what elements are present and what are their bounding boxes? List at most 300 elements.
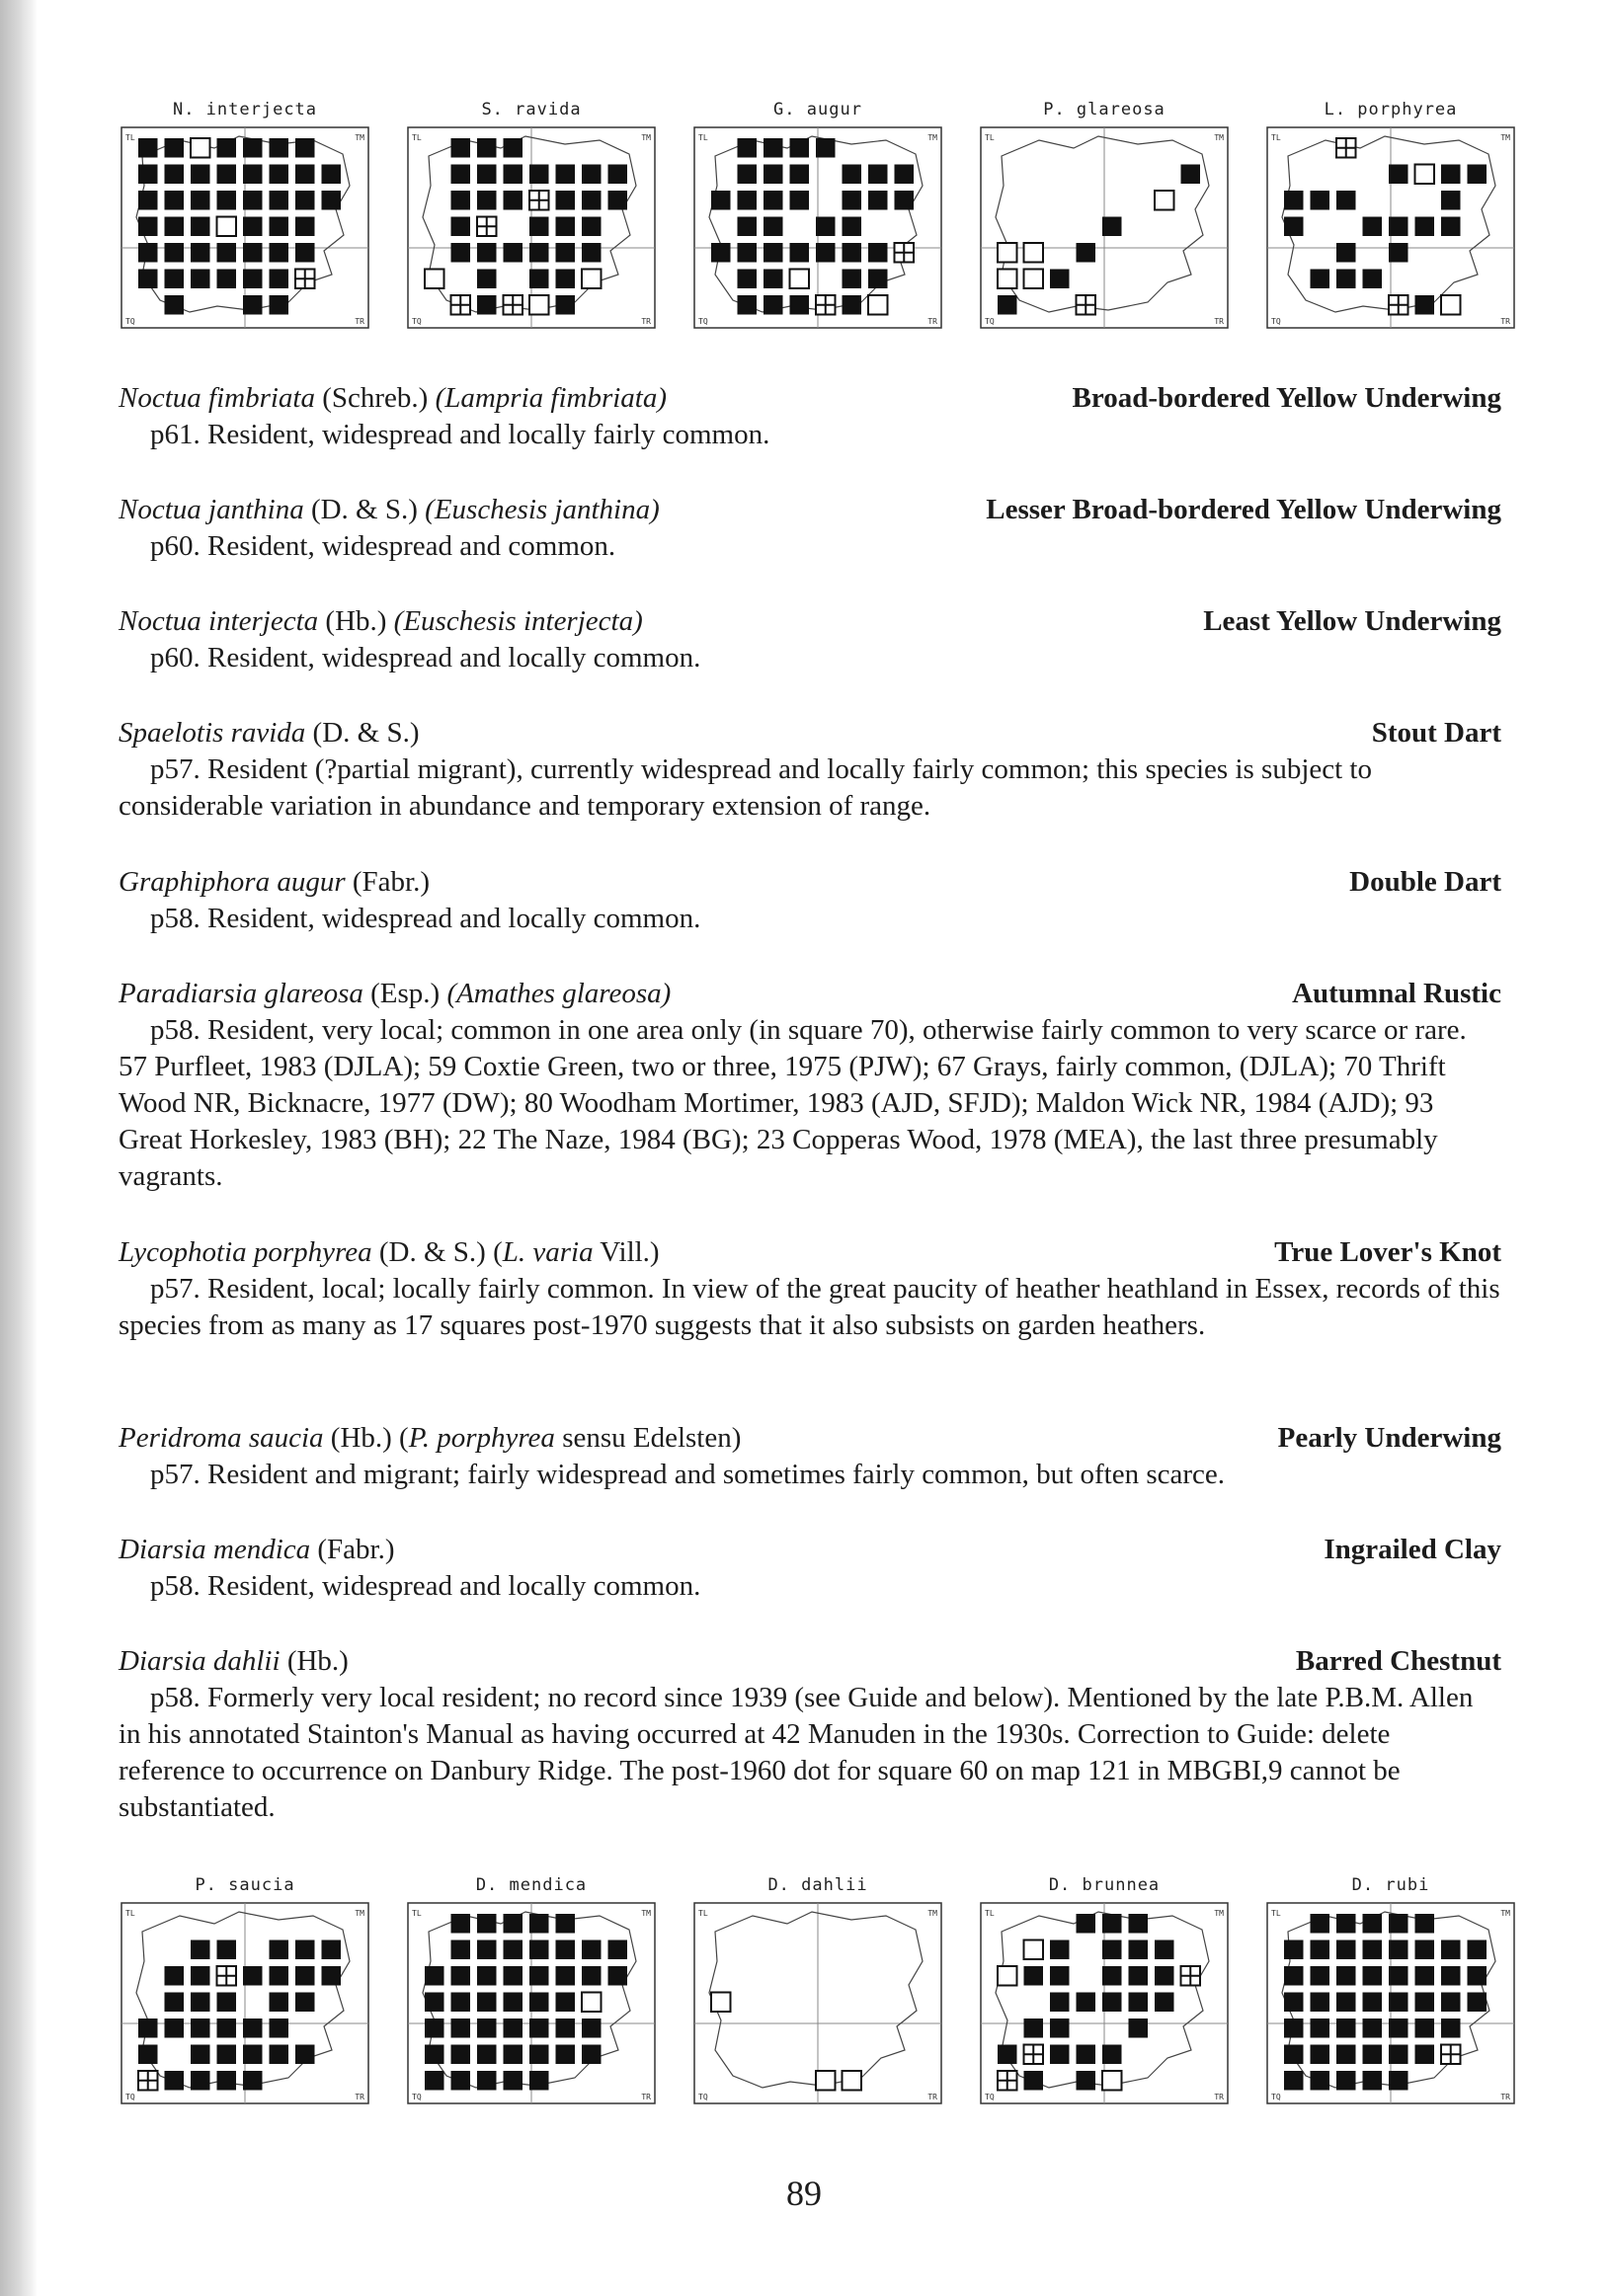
record-square-filled: [1441, 165, 1461, 185]
record-square-filled: [504, 138, 523, 158]
record-square-filled: [868, 270, 888, 289]
record-square-filled: [790, 138, 810, 158]
record-square-filled: [270, 295, 289, 315]
record-square-filled: [1363, 217, 1383, 237]
record-square-crossed: [1336, 138, 1356, 158]
grid-corner-label: TQ: [412, 2093, 422, 2101]
record-square-filled: [191, 191, 210, 210]
record-square-filled: [1102, 1940, 1122, 1960]
record-square-filled: [451, 217, 471, 237]
record-square-filled: [295, 217, 315, 237]
record-square-filled: [608, 191, 628, 210]
record-square-filled: [477, 1940, 497, 1960]
record-square-filled: [1311, 1993, 1330, 2013]
record-square-filled: [191, 243, 210, 263]
record-square-filled: [243, 138, 263, 158]
record-square-filled: [608, 165, 628, 185]
record-square-filled: [529, 2071, 549, 2091]
record-square-filled: [1311, 1940, 1330, 1960]
record-square-filled: [451, 138, 471, 158]
species-notes: p57. Resident, local; locally fairly common. In view of the great paucity of heather heathland in Essex, records of this species from as many as 17 squares post-1970 suggests that it also subsists on garden heathers.: [119, 1273, 1500, 1341]
record-square-filled: [1181, 165, 1201, 185]
record-square-filled: [1389, 1914, 1408, 1934]
record-square-filled: [217, 2045, 237, 2065]
record-square-filled: [191, 1940, 210, 1960]
record-square-filled: [582, 191, 602, 210]
record-square-filled: [477, 165, 497, 185]
record-square-filled: [556, 191, 576, 210]
record-square-open: [1155, 191, 1174, 210]
record-square-filled: [582, 1966, 602, 1986]
record-square-crossed: [504, 295, 523, 315]
record-square-filled: [1129, 1993, 1149, 2013]
grid-corner-label: TM: [927, 133, 937, 142]
record-square-filled: [790, 243, 810, 263]
record-square-filled: [1336, 2045, 1356, 2065]
record-square-filled: [451, 1940, 471, 1960]
record-square-filled: [1311, 1966, 1330, 1986]
record-square-filled: [243, 2045, 263, 2065]
record-square-crossed: [477, 217, 497, 237]
record-square-filled: [1441, 1940, 1461, 1960]
grid-corner-label: TL: [1271, 1909, 1281, 1918]
grid-corner-label: TL: [985, 1909, 995, 1918]
record-square-filled: [738, 191, 758, 210]
record-square-filled: [504, 165, 523, 185]
record-square-filled: [1336, 1966, 1356, 1986]
record-square-filled: [504, 1914, 523, 1934]
species-entry: [119, 492, 1501, 565]
record-square-filled: [1363, 1914, 1383, 1934]
grid-corner-label: TQ: [698, 317, 708, 326]
record-square-filled: [270, 217, 289, 237]
record-square-filled: [895, 191, 915, 210]
record-square-filled: [1311, 270, 1330, 289]
record-square-filled: [243, 191, 263, 210]
record-square-open: [1024, 270, 1044, 289]
record-square-filled: [556, 2045, 576, 2065]
record-square-filled: [138, 2019, 158, 2038]
record-square-filled: [764, 217, 783, 237]
record-square-filled: [1102, 2045, 1122, 2065]
record-square-filled: [529, 243, 549, 263]
record-square-filled: [1389, 2019, 1408, 2038]
record-square-filled: [556, 1914, 576, 1934]
distribution-map: [1266, 1874, 1515, 2104]
record-square-filled: [1024, 2071, 1044, 2091]
species-name: Graphiphora augur (Fabr.): [119, 866, 430, 898]
record-square-filled: [1389, 1940, 1408, 1960]
record-square-filled: [582, 217, 602, 237]
record-square-open: [1024, 1940, 1044, 1960]
species-name: Lycophotia porphyrea (D. & S.) (L. varia Vill.): [119, 1236, 660, 1268]
record-square-filled: [477, 2019, 497, 2038]
record-square-open: [582, 270, 602, 289]
map-grid: [407, 1902, 656, 2104]
record-square-filled: [217, 270, 237, 289]
record-square-filled: [1024, 1966, 1044, 1986]
record-square-filled: [295, 243, 315, 263]
record-square-filled: [1441, 2019, 1461, 2038]
distribution-map: [407, 99, 656, 329]
record-square-filled: [1284, 1966, 1304, 1986]
record-square-crossed: [1441, 2045, 1461, 2065]
record-square-filled: [451, 243, 471, 263]
record-square-filled: [217, 165, 237, 185]
species-entry: [119, 715, 1501, 825]
record-square-filled: [1415, 217, 1435, 237]
record-square-filled: [1468, 1966, 1487, 1986]
distribution-map: [407, 1874, 656, 2104]
record-square-filled: [451, 1966, 471, 1986]
record-square-filled: [1311, 1914, 1330, 1934]
record-square-filled: [582, 2019, 602, 2038]
record-square-filled: [843, 191, 862, 210]
record-square-filled: [1284, 217, 1304, 237]
record-square-filled: [295, 1966, 315, 1986]
record-square-filled: [451, 1914, 471, 1934]
map-grid: [121, 1902, 369, 2104]
species-entry: [119, 1643, 1501, 1826]
record-square-crossed: [217, 1966, 237, 1986]
map-grid: [693, 1902, 942, 2104]
record-square-filled: [1415, 2019, 1435, 2038]
record-square-filled: [1284, 1993, 1304, 2013]
record-square-filled: [191, 2071, 210, 2091]
record-square-filled: [529, 1940, 549, 1960]
record-square-filled: [191, 165, 210, 185]
common-name: Broad-bordered Yellow Underwing: [1072, 382, 1501, 414]
record-square-filled: [165, 295, 185, 315]
record-square-filled: [1102, 1966, 1122, 1986]
common-name: Ingrailed Clay: [1324, 1534, 1501, 1565]
record-square-filled: [165, 1993, 185, 2013]
species-notes: p60. Resident, widespread and locally common.: [150, 642, 701, 673]
page-number: 89: [786, 2174, 822, 2213]
record-square-filled: [217, 2071, 237, 2091]
record-square-filled: [816, 138, 836, 158]
record-square-filled: [191, 1966, 210, 1986]
grid-corner-label: TQ: [1271, 317, 1281, 326]
grid-corner-label: TQ: [698, 2093, 708, 2101]
record-square-filled: [191, 1993, 210, 2013]
record-square-filled: [764, 165, 783, 185]
record-square-filled: [1389, 165, 1408, 185]
common-name: Double Dart: [1349, 866, 1501, 898]
record-square-filled: [477, 138, 497, 158]
distribution-map: [121, 1874, 369, 2104]
record-square-filled: [243, 165, 263, 185]
record-square-filled: [451, 2019, 471, 2038]
map-grid: [980, 126, 1229, 329]
record-square-filled: [1363, 2071, 1383, 2091]
record-square-filled: [138, 165, 158, 185]
species-name: Noctua fimbriata (Schreb.) (Lampria fimbriata): [119, 382, 668, 414]
record-square-crossed: [295, 270, 315, 289]
record-square-open: [425, 270, 444, 289]
record-square-filled: [504, 1966, 523, 1986]
species-entry: [119, 1234, 1501, 1344]
species-notes: p58. Formerly very local resident; no record since 1939 (see Guide and below). Mentioned by the late P.B.M. Allen in his annotated Stainton's Manual as having occurred at 42 Manuden in the 1930s. Correction to Guide: delete reference to occurrence on Danbury Ridge. The post-1960 dot for square 60 on map 121 in MBGBI,9 cannot be substantiated.: [119, 1682, 1474, 1823]
common-name: Stout Dart: [1371, 717, 1501, 749]
record-square-filled: [529, 217, 549, 237]
record-square-filled: [191, 2045, 210, 2065]
record-square-filled: [1024, 2019, 1044, 2038]
record-square-filled: [790, 191, 810, 210]
record-square-filled: [504, 191, 523, 210]
record-square-filled: [477, 191, 497, 210]
species-notes: p60. Resident, widespread and common.: [150, 530, 616, 562]
record-square-open: [998, 270, 1017, 289]
record-square-filled: [764, 295, 783, 315]
species-name: Diarsia dahlii (Hb.): [119, 1645, 349, 1677]
common-name: True Lover's Knot: [1274, 1236, 1501, 1268]
record-square-filled: [711, 191, 731, 210]
record-square-filled: [738, 138, 758, 158]
record-square-filled: [217, 243, 237, 263]
record-square-open: [998, 243, 1017, 263]
record-square-filled: [504, 2019, 523, 2038]
record-square-filled: [451, 1993, 471, 2013]
map-label: D. rubi: [1351, 1875, 1430, 1895]
record-square-filled: [504, 2045, 523, 2065]
species-name: Noctua interjecta (Hb.) (Euschesis interjecta): [119, 605, 643, 637]
record-square-filled: [451, 2045, 471, 2065]
record-square-filled: [451, 165, 471, 185]
record-square-filled: [1050, 1940, 1070, 1960]
grid-corner-label: TL: [125, 1909, 135, 1918]
map-row-bottom: [121, 1874, 1510, 2141]
common-name: Barred Chestnut: [1295, 1645, 1501, 1677]
grid-corner-label: TQ: [125, 317, 135, 326]
record-square-filled: [1363, 2019, 1383, 2038]
record-square-filled: [425, 1993, 444, 2013]
record-square-filled: [556, 1993, 576, 2013]
species-notes: p57. Resident (?partial migrant), currently widespread and locally fairly common; this species is subject to considerable variation in abundance and temporary extension of range.: [119, 753, 1372, 822]
record-square-filled: [1077, 1914, 1096, 1934]
record-square-filled: [504, 2071, 523, 2091]
record-square-filled: [1284, 1940, 1304, 1960]
record-square-filled: [322, 191, 342, 210]
record-square-crossed: [1024, 2045, 1044, 2065]
record-square-filled: [270, 270, 289, 289]
record-square-filled: [295, 165, 315, 185]
record-square-filled: [243, 217, 263, 237]
record-square-filled: [270, 1940, 289, 1960]
record-square-filled: [425, 2045, 444, 2065]
record-square-filled: [270, 2045, 289, 2065]
record-square-filled: [270, 138, 289, 158]
record-square-filled: [243, 2019, 263, 2038]
grid-corner-label: TM: [1214, 133, 1224, 142]
distribution-map: [693, 99, 942, 329]
record-square-crossed: [1389, 295, 1408, 315]
map-grid: [1266, 126, 1515, 329]
map-label: P. saucia: [195, 1875, 295, 1895]
distribution-map: [980, 99, 1229, 329]
record-square-filled: [1363, 1940, 1383, 1960]
record-square-filled: [1102, 1914, 1122, 1934]
common-name: Lesser Broad-bordered Yellow Underwing: [986, 494, 1501, 525]
record-square-filled: [556, 217, 576, 237]
record-square-filled: [1077, 2045, 1096, 2065]
map-row-top: [121, 99, 1510, 365]
record-square-filled: [816, 243, 836, 263]
page-gutter-shadow: [0, 0, 38, 2296]
grid-corner-label: TM: [641, 1909, 651, 1918]
record-square-filled: [1468, 1993, 1487, 2013]
record-square-filled: [165, 2071, 185, 2091]
record-square-filled: [1284, 2071, 1304, 2091]
record-square-filled: [243, 2071, 263, 2091]
grid-corner-label: TL: [698, 1909, 708, 1918]
record-square-filled: [1415, 1914, 1435, 1934]
record-square-filled: [1415, 1940, 1435, 1960]
record-square-open: [1024, 243, 1044, 263]
record-square-open: [843, 2071, 862, 2091]
record-square-filled: [322, 1966, 342, 1986]
record-square-filled: [1077, 2071, 1096, 2091]
record-square-filled: [295, 1993, 315, 2013]
record-square-filled: [1336, 2071, 1356, 2091]
record-square-filled: [1102, 217, 1122, 237]
record-square-filled: [556, 270, 576, 289]
record-square-filled: [217, 2019, 237, 2038]
record-square-filled: [843, 270, 862, 289]
record-square-filled: [1336, 243, 1356, 263]
record-square-filled: [1129, 1966, 1149, 1986]
record-square-filled: [1311, 2045, 1330, 2065]
grid-corner-label: TR: [355, 317, 364, 326]
record-square-open: [868, 295, 888, 315]
record-square-filled: [138, 191, 158, 210]
record-square-filled: [477, 1914, 497, 1934]
record-square-filled: [556, 165, 576, 185]
grid-corner-label: TL: [412, 1909, 422, 1918]
record-square-filled: [1441, 1966, 1461, 1986]
common-name: Autumnal Rustic: [1292, 978, 1501, 1009]
record-square-filled: [764, 243, 783, 263]
map-label: D. dahlii: [767, 1875, 868, 1895]
record-square-filled: [1389, 243, 1408, 263]
grid-corner-label: TR: [1214, 317, 1224, 326]
record-square-filled: [1389, 217, 1408, 237]
species-name: Spaelotis ravida (D. & S.): [119, 717, 420, 749]
record-square-filled: [451, 191, 471, 210]
record-square-filled: [1050, 270, 1070, 289]
record-square-filled: [270, 243, 289, 263]
distribution-map: [121, 99, 369, 329]
record-square-filled: [1129, 1940, 1149, 1960]
record-square-filled: [998, 295, 1017, 315]
species-entry: [119, 1420, 1501, 1493]
record-square-filled: [165, 217, 185, 237]
record-square-filled: [843, 165, 862, 185]
record-square-open: [529, 295, 549, 315]
grid-corner-label: TR: [1214, 2093, 1224, 2101]
species-notes: p58. Resident, widespread and locally common.: [150, 903, 701, 934]
grid-corner-label: TM: [641, 133, 651, 142]
record-square-filled: [138, 243, 158, 263]
record-square-filled: [1389, 2045, 1408, 2065]
record-square-filled: [582, 165, 602, 185]
grid-corner-label: TR: [641, 2093, 651, 2101]
record-square-filled: [1468, 1940, 1487, 1960]
record-square-filled: [582, 243, 602, 263]
record-square-filled: [165, 2019, 185, 2038]
record-square-filled: [1415, 1966, 1435, 1986]
record-square-filled: [138, 217, 158, 237]
record-square-filled: [165, 191, 185, 210]
grid-corner-label: TR: [1500, 2093, 1510, 2101]
record-square-filled: [477, 2071, 497, 2091]
record-square-filled: [556, 1940, 576, 1960]
record-square-filled: [477, 295, 497, 315]
grid-corner-label: TR: [355, 2093, 364, 2101]
grid-corner-label: TR: [927, 2093, 937, 2101]
record-square-filled: [165, 165, 185, 185]
record-square-open: [790, 270, 810, 289]
record-square-filled: [477, 2045, 497, 2065]
record-square-filled: [165, 138, 185, 158]
grid-corner-label: TM: [927, 1909, 937, 1918]
record-square-filled: [270, 165, 289, 185]
record-square-filled: [138, 2045, 158, 2065]
record-square-filled: [1155, 1993, 1174, 2013]
distribution-map: [980, 1874, 1229, 2104]
record-square-filled: [1129, 2019, 1149, 2038]
common-name: Least Yellow Underwing: [1203, 605, 1501, 637]
record-square-filled: [1336, 1914, 1356, 1934]
grid-corner-label: TL: [125, 133, 135, 142]
record-square-filled: [556, 295, 576, 315]
record-square-filled: [790, 295, 810, 315]
record-square-crossed: [451, 295, 471, 315]
record-square-filled: [217, 138, 237, 158]
species-name: Paradiarsia glareosa (Esp.) (Amathes glareosa): [119, 978, 672, 1009]
map-label: N. interjecta: [172, 100, 318, 119]
record-square-crossed: [816, 295, 836, 315]
map-label: D. brunnea: [1048, 1875, 1161, 1895]
record-square-filled: [816, 217, 836, 237]
species-notes: p57. Resident and migrant; fairly widespread and sometimes fairly common, but often scarce.: [150, 1459, 1225, 1490]
grid-corner-label: TM: [355, 1909, 364, 1918]
record-square-filled: [295, 1940, 315, 1960]
record-square-open: [191, 138, 210, 158]
record-square-filled: [790, 165, 810, 185]
grid-corner-label: TL: [985, 133, 995, 142]
record-square-filled: [295, 138, 315, 158]
species-entry: [119, 1532, 1501, 1605]
record-square-filled: [1415, 2045, 1435, 2065]
record-square-filled: [1284, 2019, 1304, 2038]
grid-corner-label: TQ: [985, 317, 995, 326]
record-square-filled: [322, 165, 342, 185]
record-square-filled: [504, 1993, 523, 2013]
record-square-filled: [895, 165, 915, 185]
record-square-filled: [1336, 2019, 1356, 2038]
record-square-filled: [191, 270, 210, 289]
species-name: Noctua janthina (D. & S.) (Euschesis janthina): [119, 494, 660, 525]
record-square-filled: [738, 165, 758, 185]
record-square-filled: [1363, 270, 1383, 289]
record-square-filled: [451, 2071, 471, 2091]
grid-corner-label: TM: [1500, 1909, 1510, 1918]
record-square-filled: [270, 191, 289, 210]
grid-corner-label: TL: [1271, 133, 1281, 142]
map-grid: [407, 126, 656, 329]
record-square-crossed: [1181, 1966, 1201, 1986]
